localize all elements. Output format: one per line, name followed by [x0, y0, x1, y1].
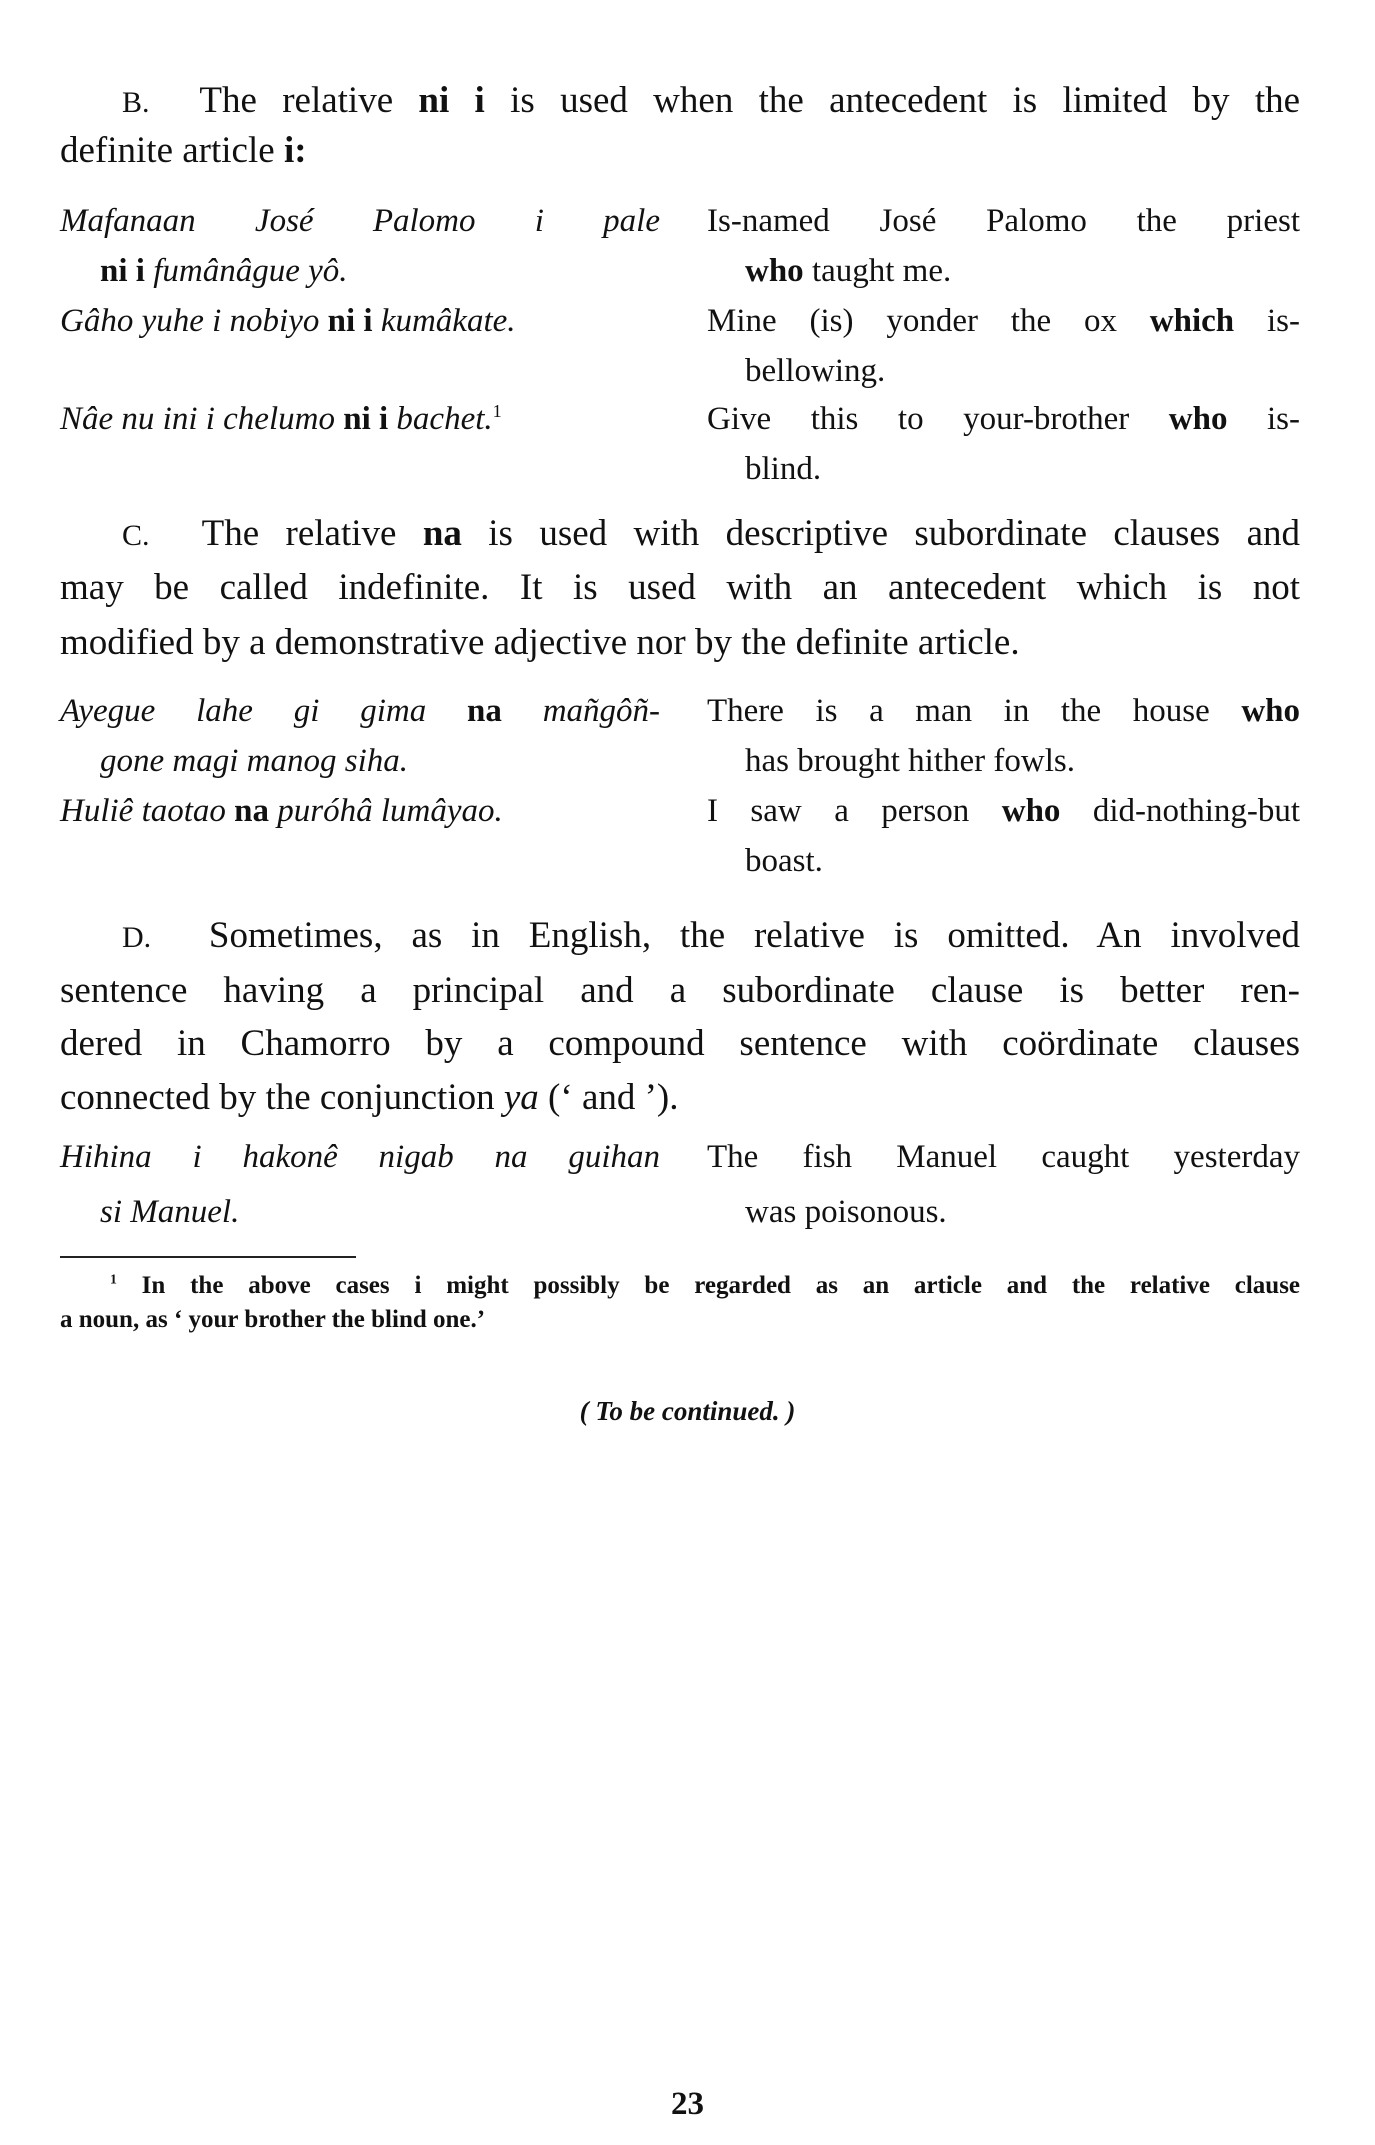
- section-b-line-2: definite article i:: [60, 130, 307, 171]
- english-text-cont: was poisonous.: [745, 1194, 947, 1230]
- continued-note: ( To be continued. ): [579, 1396, 796, 1426]
- chamorro-text: Mafanaan José Palomo i pale: [60, 203, 660, 239]
- section-d-label: D.: [122, 921, 152, 954]
- english-text: There is a man in the house who: [707, 693, 1300, 729]
- chamorro-text: Ayegue lahe gi gima na mañgôñ-: [60, 693, 661, 729]
- term-ya: ya: [503, 1077, 539, 1118]
- term-na: na: [422, 513, 462, 554]
- footnote-ref[interactable]: 1: [492, 401, 502, 421]
- section-c-line-2: may be called indefinite. It is used with an antecedent which is not: [60, 567, 1300, 608]
- english-text-cont: boast.: [745, 843, 823, 879]
- english-text-cont: who taught me.: [745, 253, 952, 289]
- section-d-line-4: connected by the conjunction ya (‘ and ’).: [60, 1077, 679, 1118]
- chamorro-text: Gâho yuhe i nobiyo ni i kumâkate.: [60, 303, 516, 339]
- chamorro-text-cont: si Manuel.: [100, 1194, 240, 1230]
- english-text-cont: has brought hither fowls.: [745, 743, 1075, 779]
- chamorro-text-cont: gone magi manog siha.: [100, 743, 408, 779]
- footnote-line-2: a noun, as ‘ your brother the blind one.’: [60, 1306, 486, 1333]
- english-text-cont: bellowing.: [745, 353, 886, 389]
- english-text: I saw a person who did-nothing-but: [707, 793, 1301, 829]
- section-b-line-1: B. The relative ni i is used when the antecedent is limited by the: [122, 80, 1301, 121]
- english-text: The fish Manuel caught yesterday: [707, 1139, 1300, 1175]
- section-d-line-3: dered in Chamorro by a compound sentence with coördinate clauses: [60, 1023, 1300, 1064]
- english-text-cont: blind.: [745, 451, 822, 487]
- chamorro-text: Huliê taotao na puróhâ lumâyao.: [60, 793, 503, 829]
- section-c-label: C.: [122, 519, 150, 552]
- english-text: Mine (is) yonder the ox which is-: [707, 303, 1300, 339]
- section-c-line-3: modified by a demonstrative adjective nor by the definite article.: [60, 622, 1020, 663]
- section-d-line-2: sentence having a principal and a subordinate clause is better ren-: [60, 970, 1300, 1011]
- footnote-divider: [60, 1256, 356, 1258]
- footnote-marker: 1: [110, 1271, 117, 1287]
- english-text: Give this to your-brother who is-: [707, 401, 1301, 437]
- english-text: Is-named José Palomo the priest: [707, 203, 1300, 239]
- section-c-line-1: C. The relative na is used with descriptive subordinate clauses and: [122, 513, 1301, 554]
- section-b-label: B.: [122, 86, 150, 119]
- chamorro-text-cont: ni i fumânâgue yô.: [100, 253, 348, 289]
- page-number: 23: [671, 2086, 704, 2122]
- term-ni-i: ni i: [418, 80, 485, 121]
- section-d-line-1: D. Sometimes, as in English, the relative is omitted. An involved: [122, 915, 1300, 956]
- footnote-line-1: $^1$ In the above cases i might possibly be regarded as an article and the relative clause: [110, 1271, 1301, 1299]
- chamorro-text: Nâe nu ini i chelumo ni i bachet.$^1$: [60, 401, 502, 437]
- chamorro-text: Hihina i hakonê nigab na guihan: [60, 1139, 660, 1175]
- term-i: i:: [283, 130, 307, 171]
